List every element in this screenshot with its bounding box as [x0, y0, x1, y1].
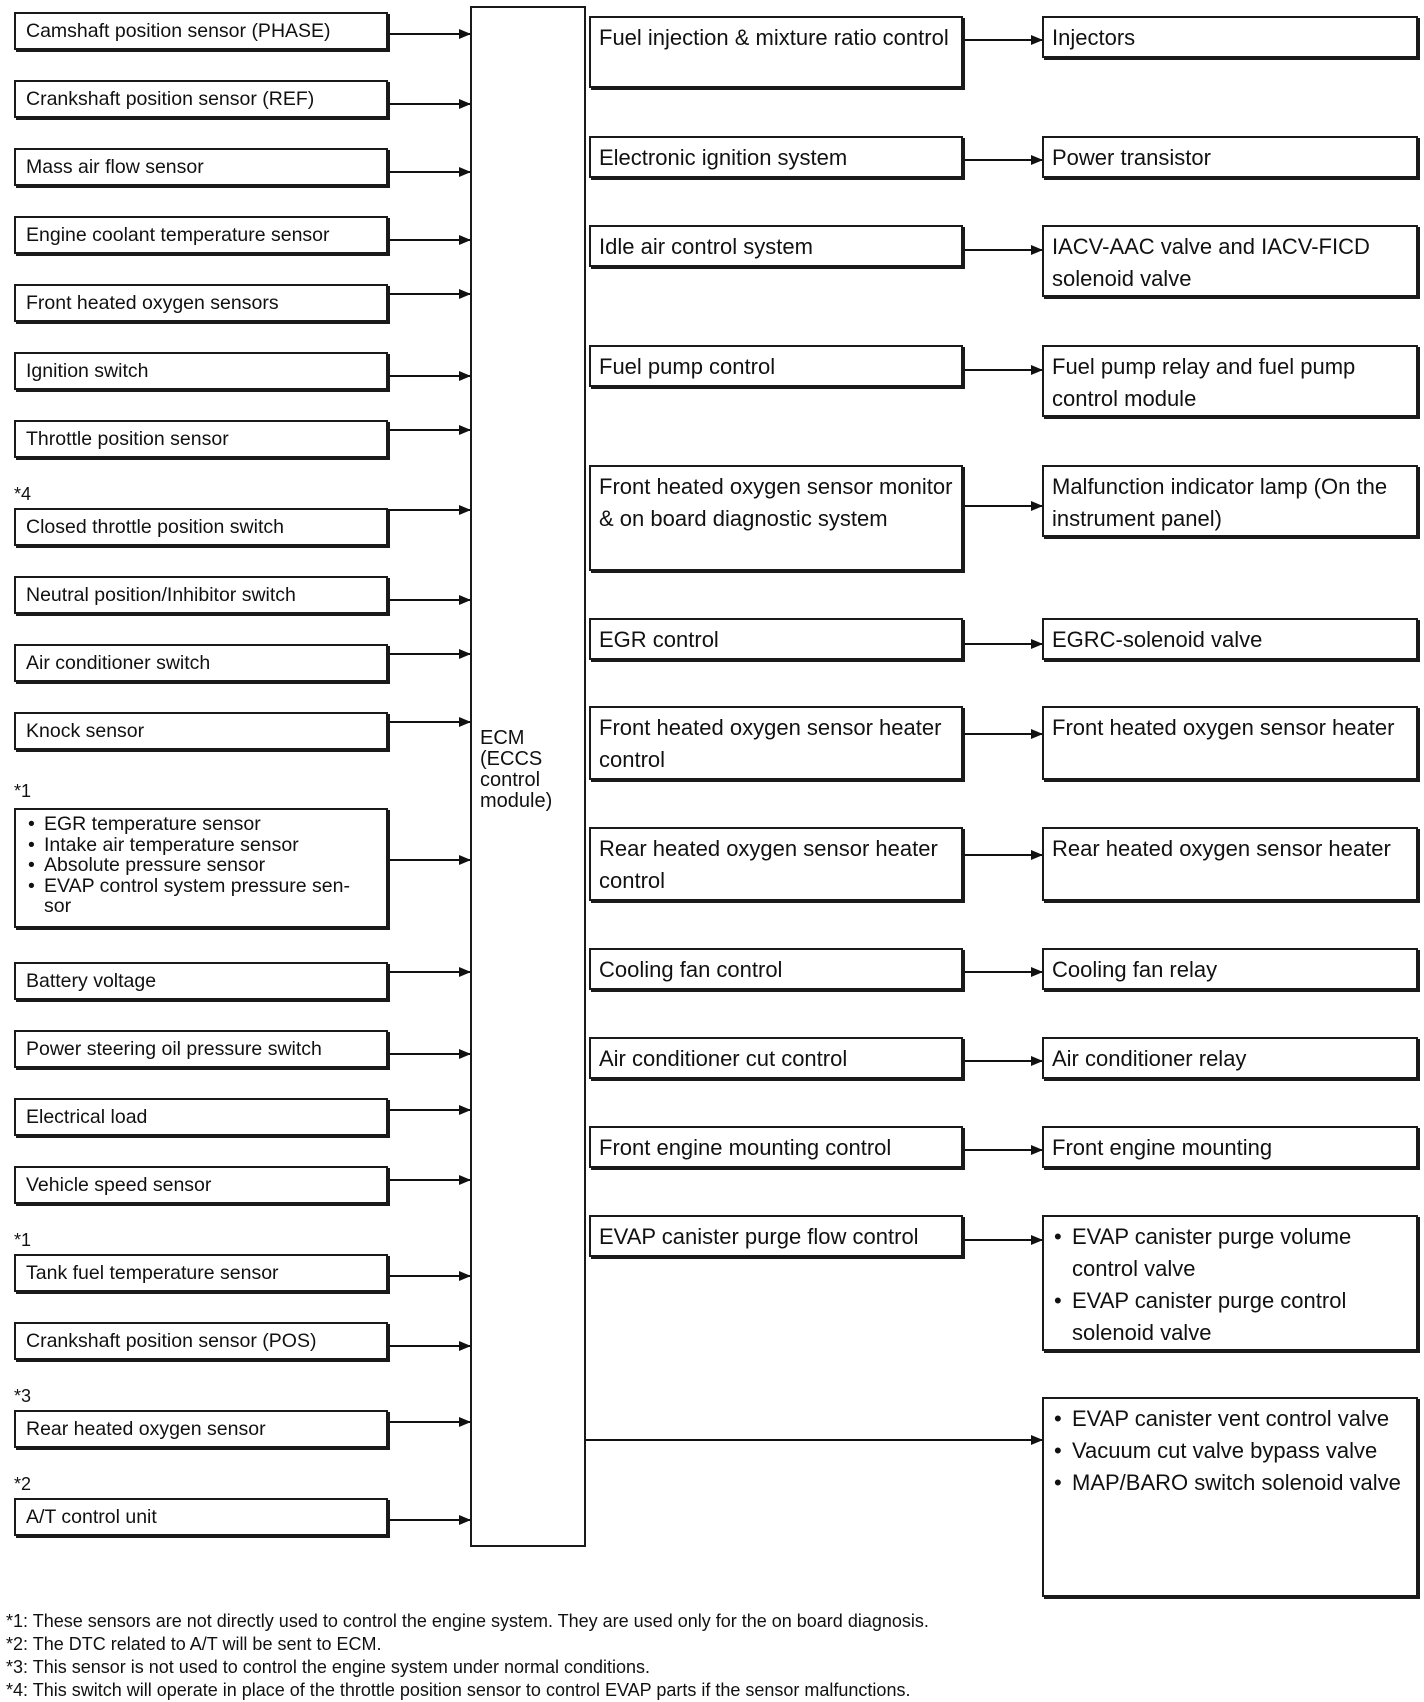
footnote-marker: *1	[14, 781, 32, 801]
control-cooling-fan	[589, 948, 963, 990]
control-label: Fuel pump control	[599, 354, 776, 379]
input-label: A/T control unit	[26, 1506, 157, 1528]
output-label: Malfunction indicator lamp (On the instrument panel)	[1052, 474, 1388, 531]
input-label: Rear heated oxygen sensor	[26, 1418, 266, 1440]
input-camshaft-phase	[14, 12, 388, 50]
output-evap-vent-valves	[1042, 1397, 1418, 1597]
input-label: Ignition switch	[26, 360, 149, 382]
input-at-control-unit	[14, 1498, 388, 1536]
output-injectors	[1042, 16, 1418, 58]
output-front-o2-heater	[1042, 706, 1418, 780]
control-engine-mounting	[589, 1126, 963, 1168]
control-label: Front heated oxygen sensor heater control	[599, 715, 942, 772]
list-item: • MAP/BARO switch solenoid valve	[1052, 1467, 1408, 1499]
control-fuel-pump	[589, 345, 963, 387]
input-label: Battery voltage	[26, 970, 157, 992]
input-knock-sensor	[14, 712, 388, 750]
input-crankshaft-pos	[14, 1322, 388, 1360]
ecm-label-line: module)	[480, 790, 553, 812]
input-label: Power steering oil pressure switch	[26, 1038, 322, 1060]
input-front-o2-sensors	[14, 284, 388, 322]
input-battery-voltage	[14, 962, 388, 1000]
control-label: Idle air control system	[599, 234, 813, 259]
footnote-marker: *3	[14, 1386, 32, 1406]
ecm-label-line: (ECCS	[480, 748, 543, 770]
control-fuel-injection	[589, 16, 963, 88]
control-label: Electronic ignition system	[599, 145, 848, 170]
control-label: Cooling fan control	[599, 957, 783, 982]
output-label: Power transistor	[1052, 145, 1211, 170]
valve-list	[1052, 1403, 1408, 1499]
footnote: *1: These sensors are not directly used to control the engine system. They are used only for the on board diagnosis.	[6, 1611, 929, 1631]
output-label: Air conditioner relay	[1052, 1046, 1247, 1071]
input-label: Electrical load	[26, 1106, 148, 1128]
input-vehicle-speed	[14, 1166, 388, 1204]
output-evap-purge-valves	[1042, 1215, 1418, 1351]
list-item: • EVAP control system pressure sen-sor	[26, 876, 376, 917]
control-label: Front engine mounting control	[599, 1135, 892, 1160]
output-label: Front engine mounting	[1052, 1135, 1273, 1160]
output-mil-lamp	[1042, 465, 1418, 537]
input-label: Camshaft position sensor (PHASE)	[26, 20, 331, 42]
output-label: IACV-AAC valve and IACV-FICD solenoid valve	[1052, 234, 1370, 291]
input-tank-fuel-temp	[14, 1254, 388, 1292]
control-rear-o2-heater	[589, 827, 963, 901]
input-rear-o2-sensor	[14, 1410, 388, 1448]
output-engine-mounting	[1042, 1126, 1418, 1168]
input-label: Air conditioner switch	[26, 652, 211, 674]
footnote-marker: *4	[14, 484, 32, 504]
input-electrical-load	[14, 1098, 388, 1136]
list-item: • EVAP canister purge control solenoid valve	[1052, 1285, 1408, 1349]
input-label: Knock sensor	[26, 720, 145, 742]
output-label: Rear heated oxygen sensor heater	[1052, 836, 1391, 861]
footnote-marker: *2	[14, 1474, 32, 1494]
input-crankshaft-ref	[14, 80, 388, 118]
list-item: • EVAP canister purge volume control valve	[1052, 1221, 1408, 1285]
output-cooling-fan-relay	[1042, 948, 1418, 990]
input-label: Crankshaft position sensor (POS)	[26, 1330, 317, 1352]
output-ac-relay	[1042, 1037, 1418, 1079]
control-label: Air conditioner cut control	[599, 1046, 848, 1071]
control-ignition	[589, 136, 963, 178]
input-power-steering	[14, 1030, 388, 1068]
footnotes	[6, 1610, 929, 1702]
input-label: Neutral position/Inhibitor switch	[26, 584, 296, 606]
output-fuel-pump-relay	[1042, 345, 1418, 417]
output-rear-o2-heater	[1042, 827, 1418, 901]
output-label: EGRC-solenoid valve	[1052, 627, 1263, 652]
ecm-block	[470, 6, 586, 1547]
input-throttle-position	[14, 420, 388, 458]
output-power-transistor	[1042, 136, 1418, 178]
input-ignition-switch	[14, 352, 388, 390]
list-item: • Intake air temperature sensor	[26, 835, 376, 856]
valve-list	[1052, 1221, 1408, 1349]
input-label: Closed throttle position switch	[26, 516, 284, 538]
list-item: • Vacuum cut valve bypass valve	[1052, 1435, 1408, 1467]
ecm-label	[480, 728, 552, 812]
input-engine-coolant-temp	[14, 216, 388, 254]
control-egr	[589, 618, 963, 660]
output-label: Cooling fan relay	[1052, 957, 1218, 982]
control-label: Rear heated oxygen sensor heater control	[599, 836, 938, 893]
input-label: Crankshaft position sensor (REF)	[26, 88, 315, 110]
control-ac-cut	[589, 1037, 963, 1079]
footnote-marker: *1	[14, 1230, 32, 1250]
input-label: Throttle position sensor	[26, 428, 229, 450]
ecm-label-line: control	[480, 769, 541, 791]
control-label: EGR control	[599, 627, 719, 652]
input-mass-air-flow	[14, 148, 388, 186]
control-o2-monitor-obd	[589, 465, 963, 571]
output-iacv-valves	[1042, 225, 1418, 297]
control-idle-air	[589, 225, 963, 267]
input-closed-throttle-switch	[14, 508, 388, 546]
input-label: Mass air flow sensor	[26, 156, 204, 178]
control-label: Front heated oxygen sensor monitor & on board diagnostic system	[599, 474, 953, 531]
input-label: Front heated oxygen sensors	[26, 292, 279, 314]
control-front-o2-heater	[589, 706, 963, 780]
input-obd-sensor-group	[14, 808, 388, 928]
output-label: Front heated oxygen sensor heater	[1052, 715, 1395, 740]
control-label: Fuel injection & mixture ratio control	[599, 25, 949, 50]
footnote: *2: The DTC related to A/T will be sent to ECM.	[6, 1634, 382, 1654]
input-label: Vehicle speed sensor	[26, 1174, 212, 1196]
input-label: Tank fuel temperature sensor	[26, 1262, 279, 1284]
footnote: *3: This sensor is not used to control the engine system under normal conditions.	[6, 1657, 651, 1677]
input-label: Engine coolant temperature sensor	[26, 224, 330, 246]
input-neutral-inhibitor	[14, 576, 388, 614]
output-egrc-solenoid	[1042, 618, 1418, 660]
footnote: *4: This switch will operate in place of the throttle position sensor to control EVAP parts if the sensor malfunctions.	[6, 1680, 911, 1700]
output-label: Fuel pump relay and fuel pump control module	[1052, 354, 1356, 411]
control-label: EVAP canister purge flow control	[599, 1224, 919, 1249]
control-evap-purge	[589, 1215, 963, 1257]
sensor-list	[26, 814, 376, 917]
output-label: Injectors	[1052, 25, 1136, 50]
list-item: • Absolute pressure sensor	[26, 855, 376, 876]
ecm-label-line: ECM	[480, 727, 525, 749]
input-ac-switch	[14, 644, 388, 682]
list-item: • EVAP canister vent control valve	[1052, 1403, 1408, 1435]
list-item: • EGR temperature sensor	[26, 814, 376, 835]
